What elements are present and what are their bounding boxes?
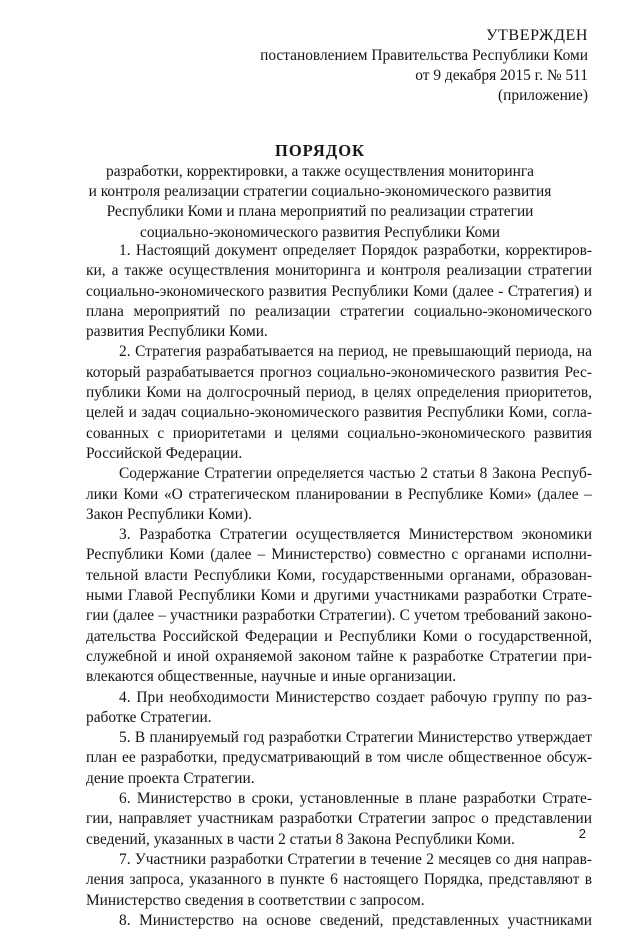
document-subtitle (0, 162, 640, 243)
paragraph-2: 2. Стратегия разрабатывается на период, не превышающий периода, на который разрабатывается прогноз социально-экономического развития Республики Коми на долгосрочный период, в целях определения приоритетов, целей и задач социально-экономического развития Республики Коми, согласованных с приоритетами и целями социально-экономического развития Российской Федерации. (86, 343, 592, 462)
paragraph-2-content: Содержание Стратегии определяется частью 2 статьи 8 Закона Республики Коми «О стратегическом планировании в Республике Коми» (далее – Закон Республики Коми). (86, 465, 592, 523)
paragraph-4: 4. При необходимости Министерство создает рабочую группу по разработке Стратегии. (86, 688, 592, 726)
page-number: 2 (578, 826, 586, 841)
subtitle-line-2: и контроля реализации стратегии социально-экономического развития (88, 183, 552, 201)
approval-line-1: постановлением Правительства Республики Коми (260, 47, 588, 64)
approval-stamp (260, 26, 588, 106)
paragraph-6: 6. Министерство в сроки, установленные в плане разработки Стратегии, направляет участникам разработки Стратегии запрос о представлении сведений, указанных в части 2 статьи 8 Закона Республики Коми. (86, 790, 592, 848)
approval-title: УТВЕРЖДЕН (486, 27, 588, 44)
paragraph-1: 1. Настоящий документ определяет Порядок разработки, корректировки, а также осуществления мониторинга и контроля реализации стратегии социально-экономического развития Республики Коми (далее - Стратегия) и плана мероприятий по реализации стратегии социально-экономического развития Республики Коми. (86, 242, 592, 341)
paragraph-5: 5. В планируемый год разработки Стратегии Министерство утверждает план ее разработки, предусматривающий в том числе общественное обсуждение проекта Стратегии. (86, 729, 592, 787)
document-body (86, 241, 592, 931)
paragraph-3: 3. Разработка Стратегии осуществляется Министерством экономики Республики Коми (далее – Министерство) совместно с органами исполнительной власти Республики Коми, государственными органами, образованными Главой Республики Коми и другими участниками разработки Стратегии (далее – участники разработки Стратегии). С учетом требований законодательства Российской Федерации и Республики Коми о государственной, служебной и иной охраняемой законом тайне к разработке Стратегии привлекаются общественные, научные и иные организации. (86, 526, 592, 686)
subtitle-line-4: социально-экономического развития Республики Коми (140, 223, 500, 241)
document-title: ПОРЯДОК (275, 141, 365, 160)
paragraph-8: 8. Министерство на основе сведений, представленных участниками (119, 911, 592, 929)
approval-line-2: от 9 декабря 2015 г. № 511 (415, 67, 588, 84)
subtitle-line-3: Республики Коми и плана мероприятий по реализации стратегии (106, 203, 534, 221)
paragraph-7: 7. Участники разработки Стратегии в течение 2 месяцев со дня направления запроса, указанного в пункте 6 настоящего Порядка, представляют в Министерство сведения в соответствии с запросом. (86, 850, 592, 909)
subtitle-line-1: разработки, корректировки, а также осуществления мониторинга (106, 163, 534, 180)
approval-line-3: (приложение) (498, 87, 588, 104)
